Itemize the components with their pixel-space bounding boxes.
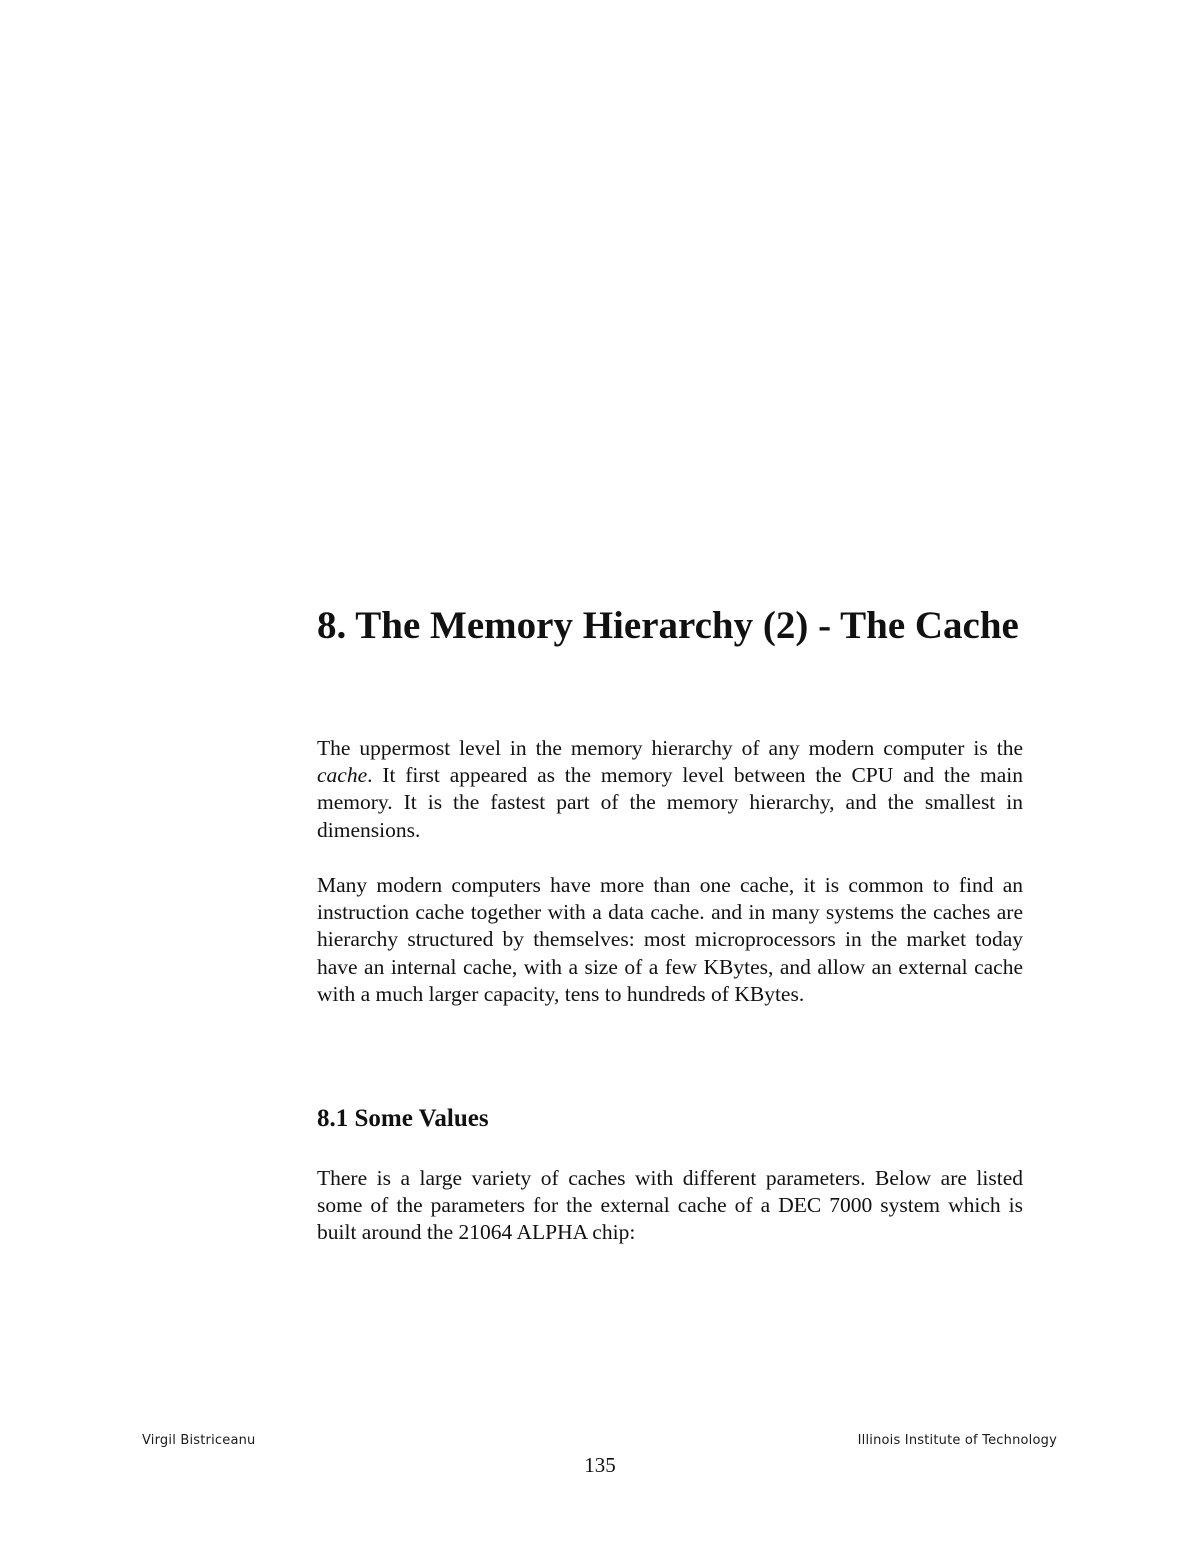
intro-text-start: The uppermost level in the memory hierarchy of any modern computer is the <box>317 736 1023 760</box>
intro-paragraph-1 <box>317 735 1023 844</box>
page-number: 135 <box>584 1453 616 1477</box>
cache-term: cache <box>317 763 368 788</box>
footer-author: Virgil Bistriceanu <box>142 1433 256 1448</box>
intro-text-end: . It first appeared as the memory level between the CPU and the main memory. It is the fastest part of the memory hierarchy, and the smallest in dimensions. <box>317 763 1023 842</box>
chapter-title: 8. The Memory Hierarchy (2) - The Cache <box>317 604 1019 647</box>
section-paragraph-1: There is a large variety of caches with different parameters. Below are listed some of the parameters for the external cache of a DEC 7000 system which is built around the 21064 ALPHA chip: <box>317 1166 1023 1245</box>
intro-paragraph-2: Many modern computers have more than one cache, it is common to find an instruction cache together with a data cache. and in many systems the caches are hierarchy structured by themselves: most microprocessors in the market today have an internal cache, with a size of a few KBytes, and allow an external cache with a much larger capacity, tens to hundreds of KBytes. <box>317 873 1023 1006</box>
section-heading: 8.1 Some Values <box>317 1105 489 1132</box>
footer-institution: Illinois Institute of Technology <box>857 1433 1057 1448</box>
